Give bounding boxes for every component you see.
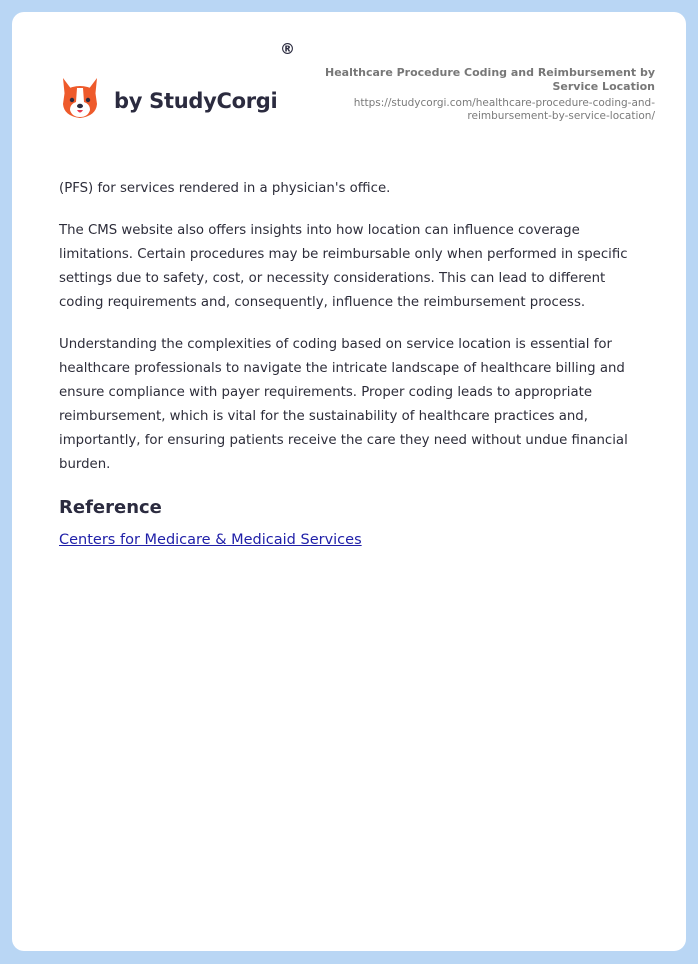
document-page xyxy=(12,12,686,951)
reference-heading: Reference xyxy=(59,497,162,518)
document-title: Healthcare Procedure Coding and Reimbursement by Service Location xyxy=(325,66,656,93)
body-paragraph: Understanding the complexities of coding based on service location is essential for healthcare professionals to navigate the intricate landscape of healthcare billing and ensure compliance with payer requirements. Proper coding leads to appropriate reimbursement, which is vital for the sustainability of healthcare practices and, importantly, for ensuring patients receive the care they need without undue financial burden. xyxy=(59,337,628,472)
registered-mark: ® xyxy=(280,40,295,58)
studycorgi-logo[interactable] xyxy=(60,76,277,120)
reference-link[interactable]: Centers for Medicare & Medicaid Services xyxy=(59,532,362,548)
body-paragraph: The CMS website also offers insights into how location can influence coverage limitations. Certain procedures may be reimbursable only when performed in specific settings due to safety, cost, or necessity considerations. This can lead to different coding requirements and, consequently, influence the reimbursement process. xyxy=(59,223,628,310)
corgi-icon xyxy=(60,76,100,120)
page-header xyxy=(12,12,686,152)
body-paragraph: (PFS) for services rendered in a physician's office. xyxy=(59,181,391,196)
document-url[interactable]: https://studycorgi.com/healthcare-procedure-coding-and-reimbursement-by-service-location/ xyxy=(353,97,655,122)
document-meta xyxy=(325,66,655,123)
document-body xyxy=(59,177,653,551)
brand-name: by StudyCorgi xyxy=(114,89,278,113)
